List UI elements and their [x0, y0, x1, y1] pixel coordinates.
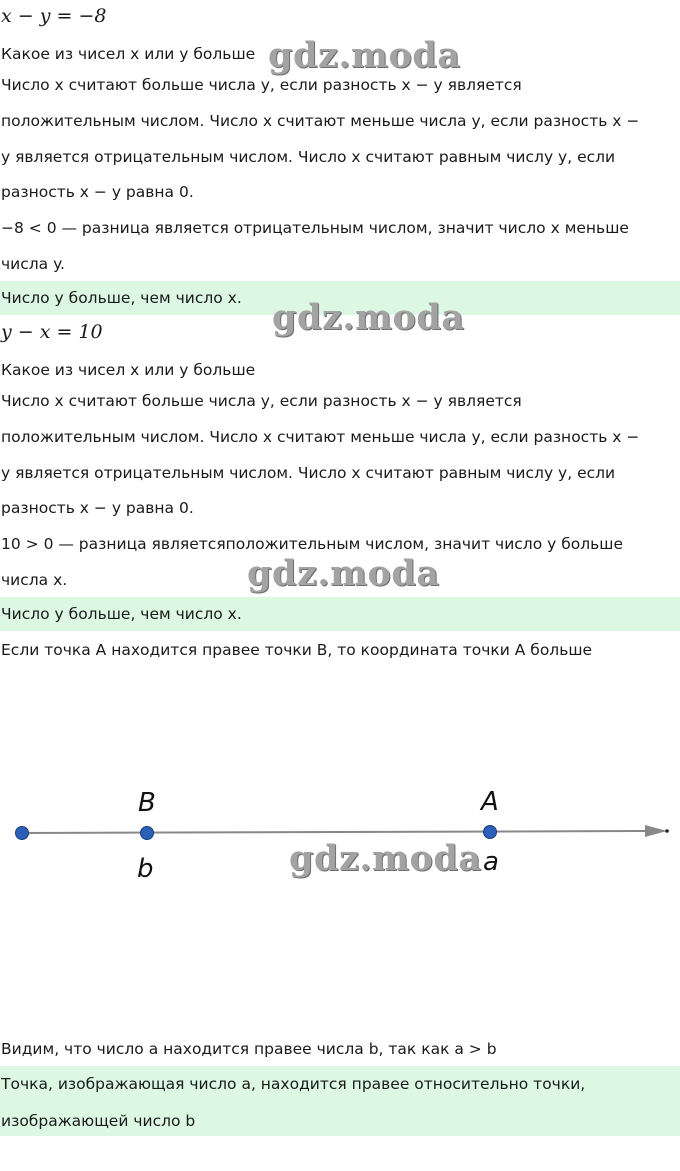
point-a-label: A	[481, 787, 499, 817]
rule-1-line-4: разность x − y равна 0.	[1, 183, 194, 201]
watermark-4: gdz.moda	[289, 838, 482, 879]
point-b-value: b	[137, 854, 154, 884]
statement: Если точка A находится правее точки B, то координата точки A больше	[1, 641, 593, 659]
question-1: Какое из чисел x или y больше	[1, 45, 256, 63]
answer-3-line-2: изображающей число b	[1, 1112, 196, 1130]
answer-2: Число y больше, чем число x.	[1, 605, 242, 623]
point-origin	[16, 827, 29, 840]
equation-1: x − y = −8	[1, 5, 107, 27]
point-a-value: a	[483, 847, 499, 877]
question-2: Какое из чисел x или y больше	[1, 361, 256, 379]
rule-2-line-1: Число x считают больше числа y, если разность x − y является	[1, 392, 522, 410]
reason-2-line-2: числа x.	[1, 571, 68, 589]
number-line-end-dot	[665, 829, 669, 833]
answer-1: Число y больше, чем число x.	[1, 289, 242, 307]
rule-2-line-4: разность x − y равна 0.	[1, 499, 194, 517]
rule-2-line-2: положительным числом. Число x считают меньше числа y, если разность x −	[1, 428, 640, 446]
point-b	[141, 827, 154, 840]
point-a	[484, 826, 497, 839]
reason-1-line-1: −8 < 0 — разница является отрицательным числом, значит число x меньше	[1, 219, 629, 237]
equation-2: y − x = 10	[1, 321, 103, 343]
rule-1-line-2: положительным числом. Число x считают меньше числа y, если разность x −	[1, 112, 640, 130]
number-line-arrow	[645, 825, 667, 837]
rule-2-line-3: y является отрицательным числом. Число x считают равным числу y, если	[1, 464, 616, 482]
watermark-3: gdz.moda	[247, 553, 440, 594]
number-line	[22, 831, 650, 833]
conclusion: Видим, что число a находится правее числа b, так как a > b	[1, 1040, 497, 1058]
reason-1-line-2: числа y.	[1, 255, 65, 273]
reason-2-line-1: 10 > 0 — разница являетсяположительным числом, значит число y больше	[1, 535, 624, 553]
watermark-2: gdz.moda	[272, 297, 465, 338]
watermark-1: gdz.moda	[268, 35, 461, 76]
rule-1-line-3: y является отрицательным числом. Число x считают равным числу y, если	[1, 148, 616, 166]
answer-3-line-1: Точка, изображающая число a, находится правее относительно точки,	[1, 1075, 586, 1093]
rule-1-line-1: Число x считают больше числа y, если разность x − y является	[1, 76, 522, 94]
point-b-label: B	[138, 788, 156, 818]
